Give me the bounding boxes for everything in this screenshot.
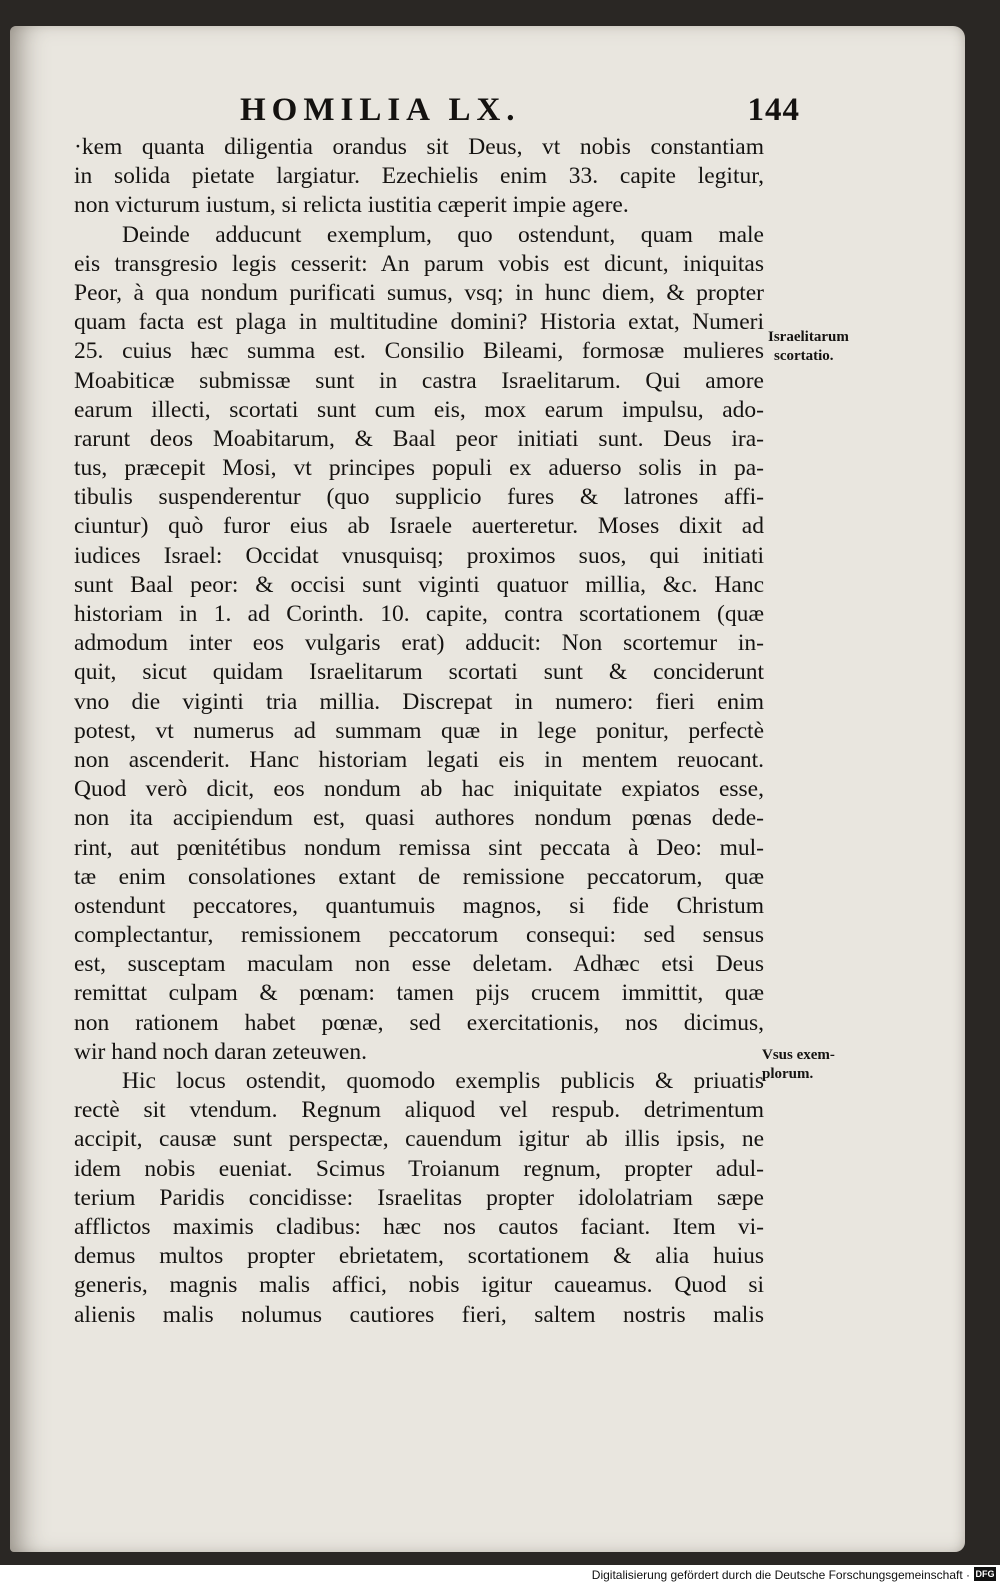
text-line: quit, sicut quidam Israelitarum scortati sunt & conciderunt: [74, 659, 764, 686]
text-line: idem nobis eueniat. Scimus Troianum regnum, propter adul-: [74, 1155, 764, 1182]
text-line: rint, aut pœnitétibus nondum remissa sint peccata à Deo: mul-: [74, 834, 764, 861]
margin-note-line: plorum.: [762, 1066, 814, 1082]
margin-note-line: Israelitarum: [768, 329, 849, 345]
text-line: quam facta est plaga in multitudine domini? Historia extat, Numeri: [74, 309, 764, 336]
text-line: Peor, à qua nondum purificati sumus, vsq; in hunc diem, & propter: [74, 279, 764, 306]
text-line: Hic locus ostendit, quomodo exemplis publicis & priuatis: [122, 1068, 764, 1094]
text-line: in solida pietate largiatur. Ezechielis enim 33. capite legitur,: [74, 163, 764, 190]
text-line: vno die viginti tria millia. Discrepat in numero: fieri enim: [74, 688, 764, 715]
text-line: rectè sit vtendum. Regnum aliquod vel respub. detrimentum: [74, 1097, 764, 1124]
text-line: tus, præcepit Mosi, vt principes populi ex aduerso solis in pa-: [74, 455, 764, 482]
running-header: [240, 92, 800, 132]
text-line: accipit, causæ sunt perspectæ, cauendum igitur ab illis ipsis, ne: [74, 1126, 764, 1153]
text-line: non ita accipiendum est, quasi authores nondum pœnas dede-: [74, 805, 764, 832]
text-line: tæ enim consolationes extant de remissione peccatorum, quæ: [74, 863, 764, 890]
text-line: Moabiticæ submissæ sunt in castra Israelitarum. Qui amore: [74, 367, 764, 394]
text-line: complectantur, remissionem peccatorum consequi: sed sensus: [74, 922, 764, 949]
text-line: potest, vt numerus ad summam quæ in lege ponitur, perfectè: [74, 717, 764, 744]
text-line: sunt Baal peor: & occisi sunt viginti quatuor millia, &c. Hanc: [74, 571, 764, 598]
text-line: ciuntur) quò furor eius ab Israele auerteretur. Moses dixit ad: [74, 513, 764, 540]
text-line: Quod verò dicit, eos nondum ab hac iniquitate expiatos esse,: [74, 776, 764, 803]
running-title: HOMILIA LX.: [240, 92, 521, 128]
text-line: tibulis suspenderentur (quo supplicio fures & latrones affi-: [74, 484, 764, 511]
text-line: earum illecti, scortati sunt cum eis, mox earum impulsu, ado-: [74, 396, 764, 423]
dfg-logo: DFG: [975, 1569, 995, 1579]
margin-note-line: scortatio.: [774, 348, 834, 364]
text-line: wir hand noch daran zeteuwen.: [74, 1038, 367, 1065]
text-line: demus multos propter ebrietatem, scortationem & alia huius: [74, 1243, 764, 1270]
margin-note-vsus-exemplorum: [762, 1046, 835, 1084]
text-line: terium Paridis concidisse: Israelitas propter idololatriam sæpe: [74, 1184, 764, 1211]
text-line: remittat culpam & pœnam: tamen pijs crucem immittit, quæ: [74, 980, 764, 1007]
text-line: iudices Israel: Occidat vnusquisq; proximos suos, qui initiati: [74, 542, 764, 569]
text-line: rarunt deos Moabitarum, & Baal peor initiati sunt. Deus ira-: [74, 425, 764, 452]
text-line: eis transgresio legis cesserit: An parum vobis est dicunt, iniquitas: [74, 250, 764, 277]
text-line: non rationem habet pœnæ, sed exercitationis, nos dicimus,: [74, 1009, 764, 1036]
main-text: [74, 133, 764, 1330]
text-line: Deinde adducunt exemplum, quo ostendunt, quam male: [122, 221, 764, 248]
text-line: admodum inter eos vulgaris erat) adducit: Non scortemur in-: [74, 630, 764, 657]
text-line: est, susceptam maculam non esse deletam. Adhæc etsi Deus: [74, 951, 764, 978]
text-line: non victurum iustum, si relicta iustitia cæperit impie agere.: [74, 192, 629, 219]
text-line: ·kem quanta diligentia orandus sit Deus, vt nobis constantiam: [74, 134, 764, 160]
text-line: historiam in 1. ad Corinth. 10. capite, contra scortationem (quæ: [74, 601, 764, 627]
margin-note-israelitarum: [768, 328, 849, 366]
page-number: 144: [747, 92, 800, 128]
text-line: generis, magnis malis affici, nobis igitur caueamus. Quod si: [74, 1272, 764, 1299]
text-line: ostendunt peccatores, quantumuis magnos, si fide Christum: [74, 892, 764, 919]
funding-credit: Digitalisierung gefördert durch die Deutsche Forschungsgemeinschaft ·: [591, 1568, 970, 1582]
text-line: afflictos maximis cladibus: hæc nos cautos faciant. Item vi-: [74, 1213, 764, 1240]
margin-note-line: Vsus exem-: [762, 1047, 835, 1063]
text-line: 25. cuius hæc summa est. Consilio Bileami, formosæ mulieres: [74, 338, 764, 365]
text-line: non ascenderit. Hanc historiam legati eis in mentem reuocant.: [74, 746, 764, 773]
text-line: alienis malis nolumus cautiores fieri, saltem nostris malis: [74, 1301, 764, 1328]
